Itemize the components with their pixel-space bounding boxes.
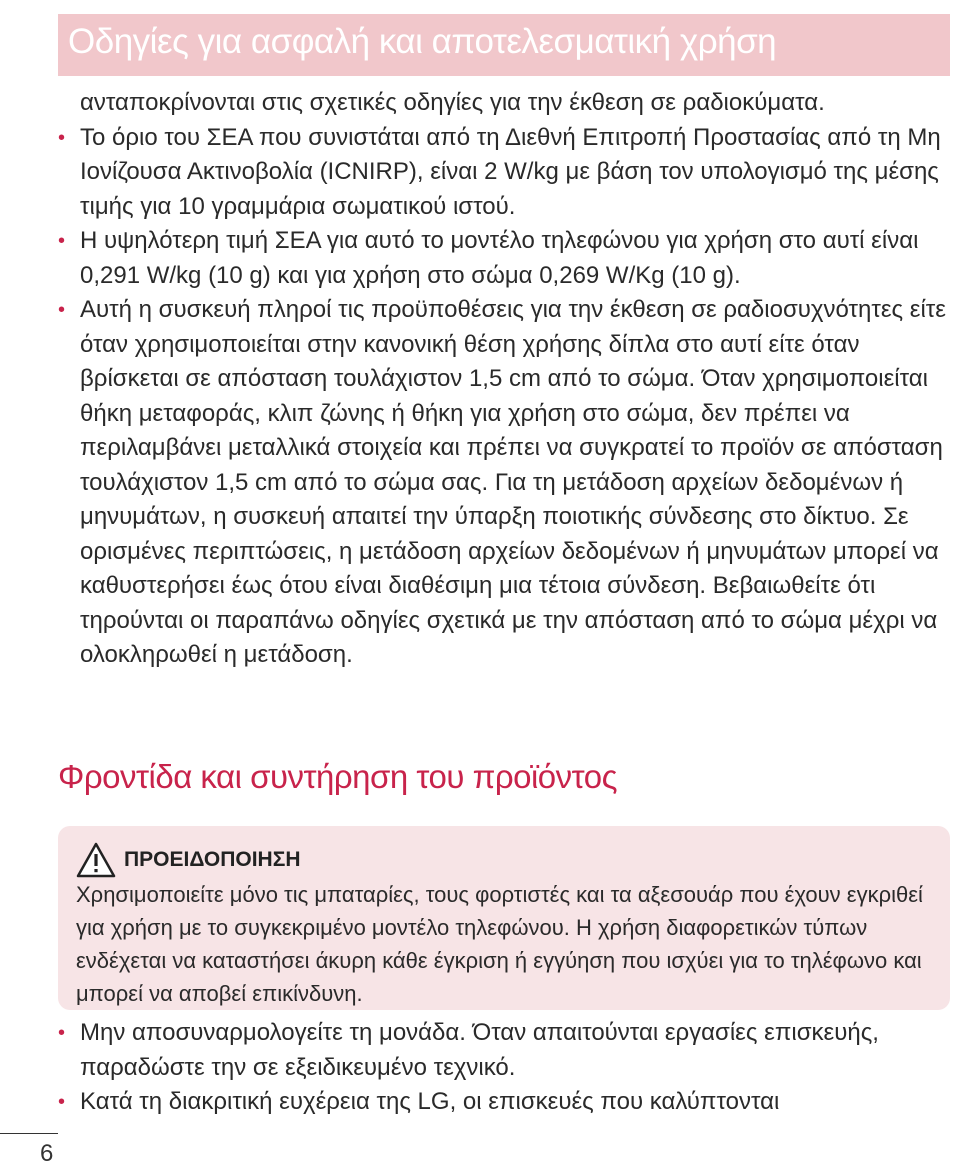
bullet-item-disassemble: [58, 1016, 950, 1085]
bullet-icon: •: [58, 126, 66, 149]
bullet-icon: •: [58, 1091, 66, 1113]
paragraph-text: Αυτή η συσκευή πληροί τις προϋποθέσεις για την έκθεση σε ραδιοσυχνότητες είτε όταν χρησιμοποιείται στην κανονική θέση χρήσης δίπλα στο αυτί είτε όταν βρίσκεται σε απόσταση τουλάχιστον 1,5 cm από το σώμα. Όταν χρησιμοποιείται θήκη μεταφοράς, κλιπ ζώνης ή θήκη για χρήση στο σώμα, δεν πρέπει να περιλαμβάνει μεταλλικά στοιχεία και πρέπει να συγκρατεί το προϊόν σε απόσταση τουλάχιστον 1,5 cm από το σώμα σας. Για τη μετάδοση αρχείων δεδομένων ή μηνυμάτων, η συσκευή απαιτεί την ύπαρξη ποιοτικής σύνδεσης στο δίκτυο. Σε ορισμένες περιπτώσεις, η μετάδοση αρχείων δεδομένων ή μηνυμάτων μπορεί να καθυστερήσει έως ότου είναι διαθέσιμη μια τέτοια σύνδεση. Βεβαιωθείτε ότι τηρούνται οι παραπάνω οδηγίες σχετικά με την απόσταση από το σώμα μέχρι να ολοκληρωθεί η μετάδοση.: [80, 296, 946, 668]
warning-header: [76, 842, 300, 878]
paragraph-text: Κατά τη διακριτική ευχέρεια της LG, οι επισκευές που καλύπτονται: [80, 1088, 780, 1115]
bottom-list: [58, 1016, 950, 1120]
paragraph-text: Μην αποσυναρμολογείτε τη μονάδα. Όταν απαιτούνται εργασίες επισκευής, παραδώστε την σε εξειδικευμένο τεχνικό.: [80, 1019, 879, 1081]
paragraph-text: ανταποκρίνονται στις σχετικές οδηγίες για την έκθεση σε ραδιοκύματα.: [80, 89, 825, 116]
paragraph-continuation: [58, 86, 950, 121]
bullet-item-icnirp-limit: [58, 121, 950, 225]
bullet-item-sar-value: [58, 224, 950, 293]
paragraph-text: Το όριο του ΣΕΑ που συνιστάται από τη Διεθνή Επιτροπή Προστασίας από τη Μη Ιονίζουσα Ακτινοβολία (ICNIRP), είναι 2 W/kg με βάση τον υπολογισμό της μέσης τιμής για 10 γραμμάρια σωματικού ιστού.: [80, 123, 941, 220]
warning-box: [58, 826, 950, 1010]
bullet-item-repairs: [58, 1085, 950, 1120]
warning-text: Χρησιμοποιείτε μόνο τις μπαταρίες, τους φορτιστές και τα αξεσουάρ που έχουν εγκριθεί για χρήση με το συγκεκριμένο μοντέλο τηλεφώνου. Η χρήση διαφορετικών τύπων ενδέχεται να καταστήσει άκυρη κάθε έγκριση ή εγγύηση που ισχύει για το τηλέφωνο και μπορεί να αποβεί επικίνδυνη.: [76, 882, 923, 1006]
footer-divider: [0, 1133, 58, 1134]
bullet-icon: •: [58, 230, 66, 252]
paragraph-text: Η υψηλότερη τιμή ΣΕΑ για αυτό το μοντέλο τηλεφώνου για χρήση στο αυτί είναι 0,291 W/kg (10 g) και για χρήση στο σώμα 0,269 W/Kg (10 g).: [80, 227, 919, 289]
section-heading: Φροντίδα και συντήρηση του προϊόντος: [58, 758, 617, 795]
main-content: [58, 86, 950, 673]
bullet-icon: •: [58, 1022, 66, 1044]
warning-title: ΠΡΟΕΙΔΟΠΟΙΗΣΗ: [124, 848, 301, 871]
warning-triangle-icon: [76, 842, 116, 878]
page-title: Οδηγίες για ασφαλή και αποτελεσματική χρήση: [68, 22, 777, 61]
bullet-icon: •: [58, 299, 66, 321]
header-bar: [58, 14, 950, 76]
page-number: 6: [40, 1140, 54, 1167]
bullet-item-body-distance: [58, 293, 950, 673]
